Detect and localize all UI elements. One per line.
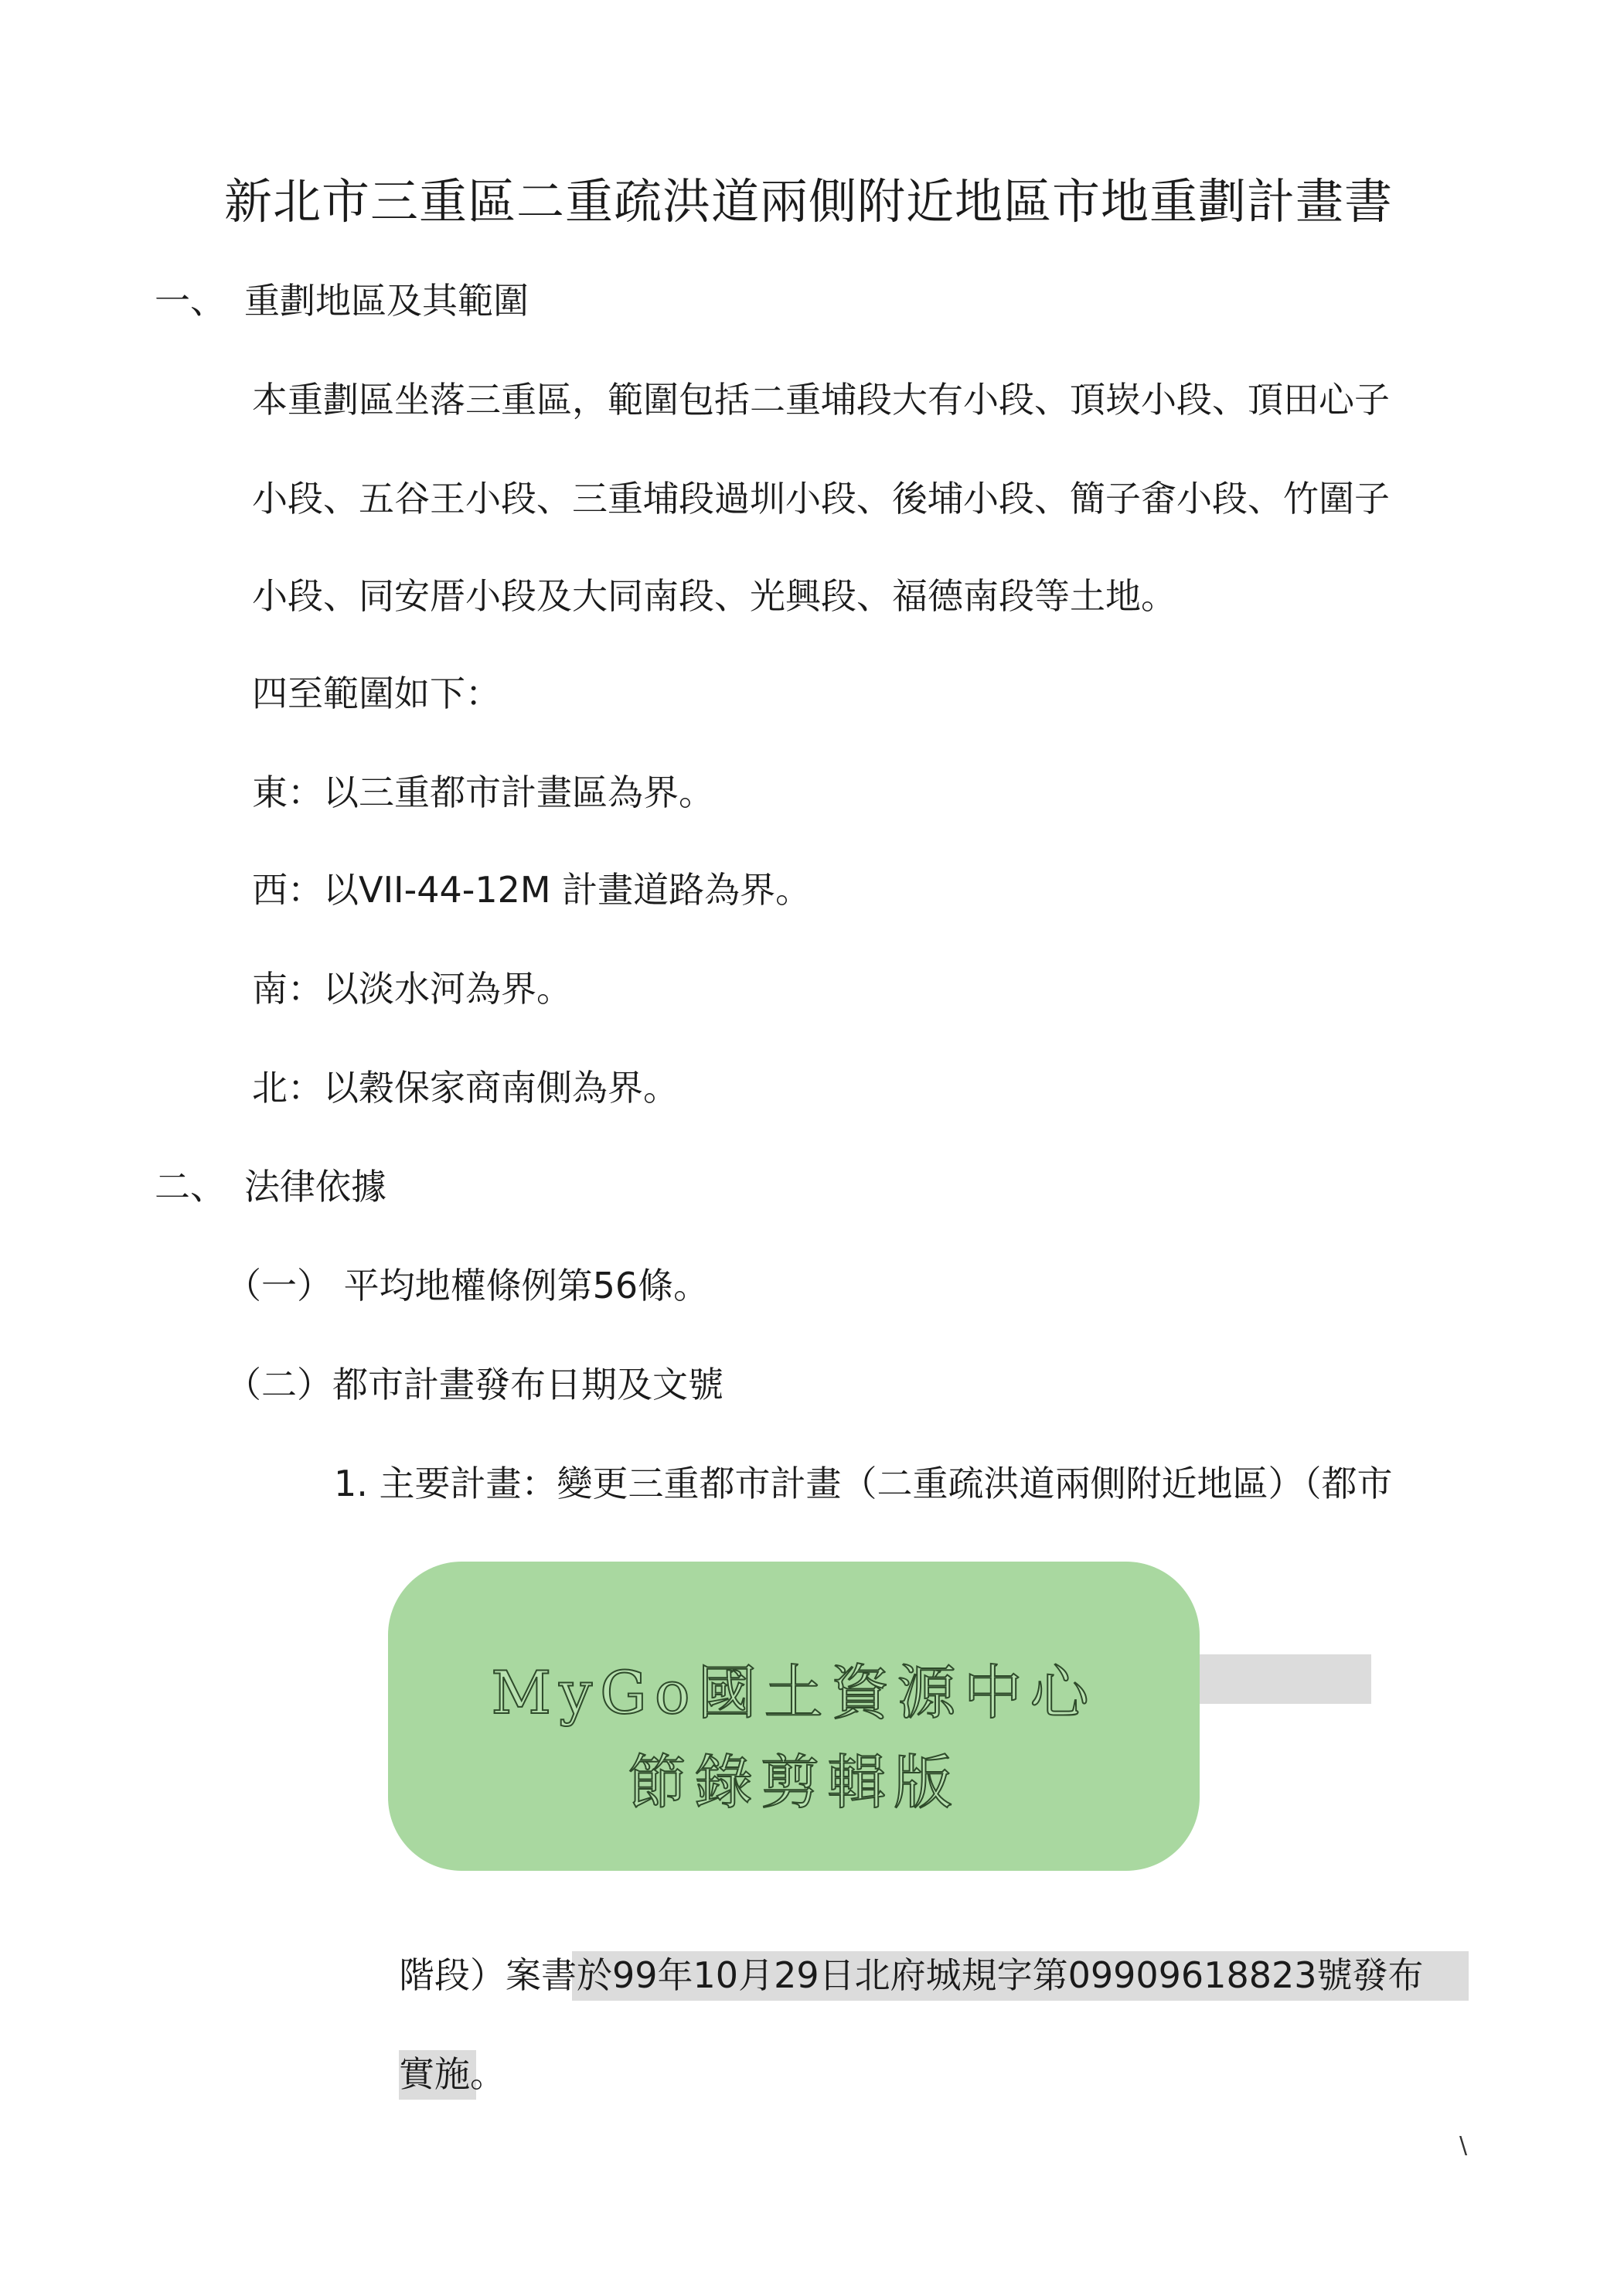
section1-heading: 重劃地區及其範圍 [244, 280, 529, 322]
section1-para-line-2: 小段、五谷王小段、三重埔段過圳小段、後埔小段、簡子畬小段、竹圍子 [252, 478, 1390, 519]
bound-south: 南：以淡水河為界。 [252, 968, 572, 1010]
bound-west: 西：以VII-44-12M 計畫道路為界。 [252, 869, 812, 911]
section1-marker: 一、 [155, 280, 226, 322]
page-number: \ [1459, 2132, 1468, 2159]
stamp-line-1: MyGo國土資源中心 [491, 1658, 1097, 1727]
section1-para-line-3: 小段、同安厝小段及大同南段、光興段、福德南段等土地。 [252, 575, 1176, 617]
stamp-line-2: 節錄剪輯版 [628, 1748, 960, 1817]
section2-marker: 二、 [155, 1166, 226, 1208]
bound-east: 東：以三重都市計畫區為界。 [252, 772, 714, 813]
bounds-intro: 四至範圍如下： [252, 673, 501, 714]
section1-para-line-1: 本重劃區坐落三重區，範圍包括二重埔段大有小段、頂崁小段、頂田心子 [252, 379, 1390, 421]
stamp-tab [1200, 1654, 1371, 1704]
bound-north: 北：以穀保家商南側為界。 [252, 1067, 679, 1109]
document-title: 新北市三重區二重疏洪道兩側附近地區市地重劃計畫書 [224, 173, 1394, 230]
law-item-2: （二）都市計畫發布日期及文號 [226, 1364, 723, 1405]
plan-item-line-3: 實施。 [399, 2053, 506, 2095]
plan-item-line-1: 1. 主要計畫：變更三重都市計畫（二重疏洪道兩側附近地區）（都市 [334, 1463, 1393, 1504]
section2-heading: 法律依據 [244, 1166, 386, 1208]
plan-item-line-2: 階段）案書於99年10月29日北府城規字第09909618823號發布 [399, 1954, 1424, 1996]
law-item-1: （一） 平均地權條例第56條。 [226, 1265, 710, 1306]
